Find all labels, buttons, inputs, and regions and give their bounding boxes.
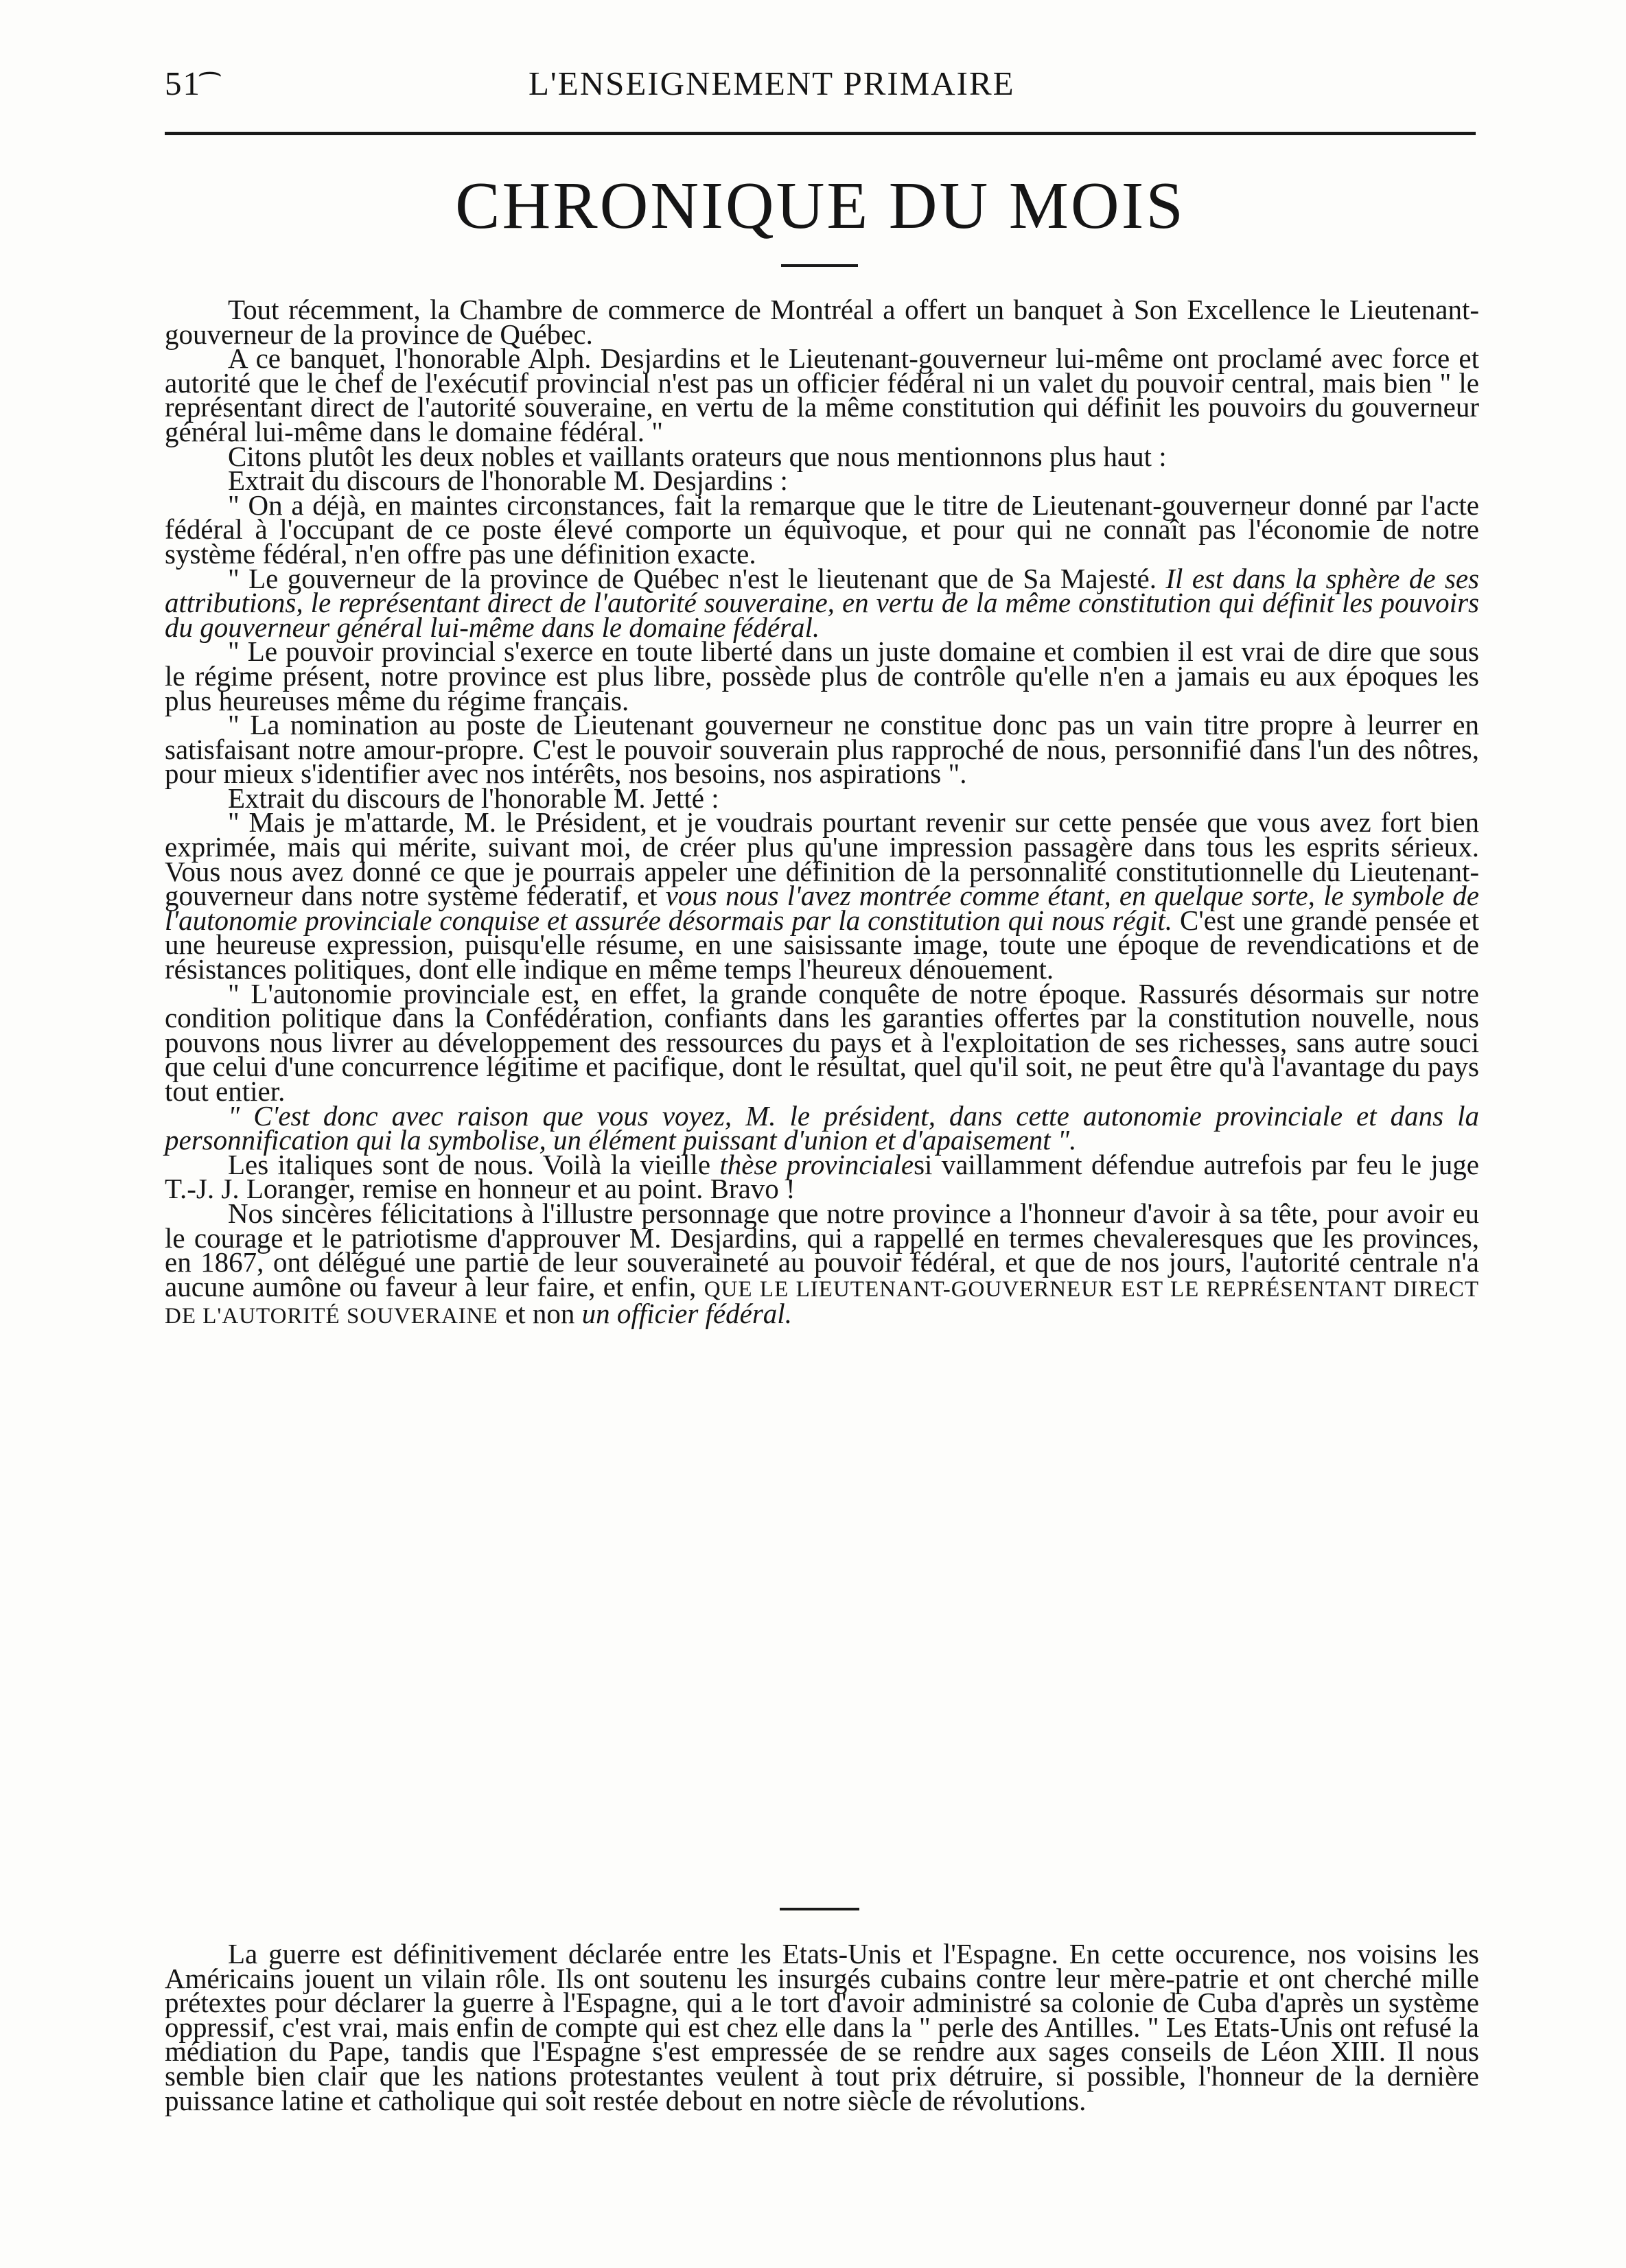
header-rule [165, 132, 1476, 135]
paragraph: Extrait du discours de l'honorable M. Jetté : [228, 782, 719, 814]
article-body-2 [165, 1938, 1479, 2116]
text: et non [505, 1298, 575, 1330]
italic-text: vous nous l'avez montrée comme étant, en quelque sorte, le symbole de l'autonomie provinciale conquise et assurée désormais par la constitution qui nous régit. [165, 880, 1479, 936]
italic-text: un officier fédéral. [581, 1298, 792, 1330]
smallcaps-text: QUE LE LIEUTENANT-GOUVERNEUR EST LE REPRÉSENTANT DIRECT DE L'AUTORITÉ SOUVERAINE [165, 1276, 1480, 1329]
article-body [165, 294, 1480, 1330]
paragraph: Citons plutôt les deux nobles et vaillants orateurs que nous mentionnons plus haut : [228, 440, 1167, 472]
quote-text: " Le gouverneur de la province de Québec n'est le lieutenant que de Sa Majesté. [228, 562, 1157, 594]
paragraph [165, 1148, 1480, 1205]
quote-text: C'est une grande pensée et une heureuse expression, puisqu'elle résume, en une saisissante image, toute une époque de revendications et de résistances politiques, dont elle indique en même temps l'heureux dénouement. [165, 904, 1479, 985]
quote-paragraph: " L'autonomie provinciale est, en effet, la grande conquête de notre époque. Rassurés désormais sur notre condition politique dans la Confédération, confiants dans les garanties offertes par la constitution nouvelle, nous pouvons nous livrer au développement des ressources du pays et à l'exploitation de ses richesses, sans autre souci que celui d'une concurrence légitime et pacifique, dont le résultat, quel qu'il soit, ne peut être qu'à l'avantage du pays tout entier. [165, 977, 1479, 1107]
quote-paragraph: " Le pouvoir provincial s'exerce en toute liberté dans un juste domaine et combien il est vrai de dire que sous le régime présent, notre province est plus libre, possède plus de contrôle qu'elle n'en a jamais eu aux époques les plus heureuses même du régime français. [165, 635, 1479, 716]
paragraph: A ce banquet, l'honorable Alph. Desjardins et le Lieutenant-gouverneur lui-même ont proclamé avec force et autorité que le chef de l'exécutif provincial n'est pas un officier fédéral ni un valet du pouvoir central, mais bien " le représentant direct de l'autorité souveraine, en vertu de la même constitution qui définit les pouvoirs du gouverneur général lui-même dans le domaine fédéral. " [165, 342, 1479, 447]
paragraph [165, 1197, 1480, 1330]
paragraph: Tout récemment, la Chambre de commerce de Montréal a offert un banquet à Son Excellence le Lieutenant-gouverneur de la province de Québec. [165, 294, 1479, 350]
italic-text: Il est dans la sphère de ses attributions, le représentant direct de l'autorité souveraine, en vertu de la même constitution qui définit les pouvoirs du gouverneur général lui-même dans le domaine fédéral. [165, 562, 1479, 643]
section-rule [780, 1908, 859, 1910]
text: Nos sincères félicitations à l'illustre personnage que notre province a l'honneur d'avoir à sa tête, pour avoir eu le courage et le patriotisme d'approuver M. Desjardins, qui a rappellé en termes chevaleresques que les provinces, en 1867, ont délégué une partie de leur souveraineté au pouvoir fédéral, et que de nos jours, l'autorité centrale n'a aucune aumône ou faveur à leur faire, et enfin, [165, 1197, 1479, 1302]
quote-paragraph-italic: " C'est donc avec raison que vous voyez, M. le président, dans cette autonomie provinciale et dans la personnification qui la symbolise, un élément puissant d'union et d'apaisement ". [165, 1099, 1479, 1156]
quote-paragraph: " La nomination au poste de Lieutenant gouverneur ne constitue donc pas un vain titre propre à leurrer en satisfaisant notre amour-propre. C'est le pouvoir souverain plus rapproché de nous, personnifié dans l'un des nôtres, pour mieux s'identifier avec nos intérêts, nos besoins, nos aspirations ". [165, 709, 1479, 790]
quote-paragraph [165, 806, 1479, 985]
title-rule [781, 264, 858, 267]
paragraph: La guerre est définitivement déclarée entre les Etats-Unis et l'Espagne. En cette occurence, nos voisins les Américains jouent un vilain rôle. Ils ont soutenu les insurgés cubains contre leur mère-patrie et ont cherché mille prétextes pour déclarer la guerre à l'Espagne, qui a le tort d'avoir administré sa colonie de Cuba d'après un système oppressif, c'est vrai, mais enfin de compte qui est chez elle dans la " perle des Antilles. " Les Etats-Unis ont refusé la médiation du Pape, tandis que l'Espagne s'est empressée de se rendre aux sages conseils de Léon XIII. Il nous semble bien clair que les nations protestantes veulent à tout prix détruire, si possible, l'honneur de la dernière puissance latine et catholique qui soit restée debout en notre siècle de révolutions. [165, 1938, 1479, 2116]
italic-text: thèse provinciale [719, 1148, 914, 1180]
page-number: 51͡ [165, 65, 201, 102]
running-head [165, 63, 1476, 104]
quote-paragraph: " On a déjà, en maintes circonstances, fait la remarque que le titre de Lieutenant-gouverneur donné par l'acte fédéral à l'occupant de ce poste élevé comporte un équivoque, et pour qui ne connaît pas l'économie de notre système fédéral, n'en offre pas une définition exacte. [165, 489, 1479, 570]
text: Les italiques sont de nous. Voilà la vieille [228, 1148, 711, 1180]
text: si vaillamment défendue autrefois par feu le juge T.-J. J. Loranger, remise en honneur et au point. Bravo ! [165, 1148, 1480, 1205]
article-title: CHRONIQUE DU MOIS [455, 169, 1185, 243]
quote-paragraph [165, 562, 1479, 643]
quote-text: " Mais je m'attarde, M. le Président, et je voudrais pourtant revenir sur cette pensée que vous avez fort bien exprimée, mais qui mérite, suivant moi, de créer plus qu'une impression passagère dans tous les esprits sérieux. Vous nous avez donné ce que je pourrais appeler une définition de la personnalité constitutionnelle du Lieutenant-gouverneur dans notre système féderatif, et [165, 806, 1479, 912]
journal-title: L'ENSEIGNEMENT PRIMAIRE [529, 65, 1015, 102]
paragraph: Extrait du discours de l'honorable M. Desjardins : [228, 465, 788, 497]
